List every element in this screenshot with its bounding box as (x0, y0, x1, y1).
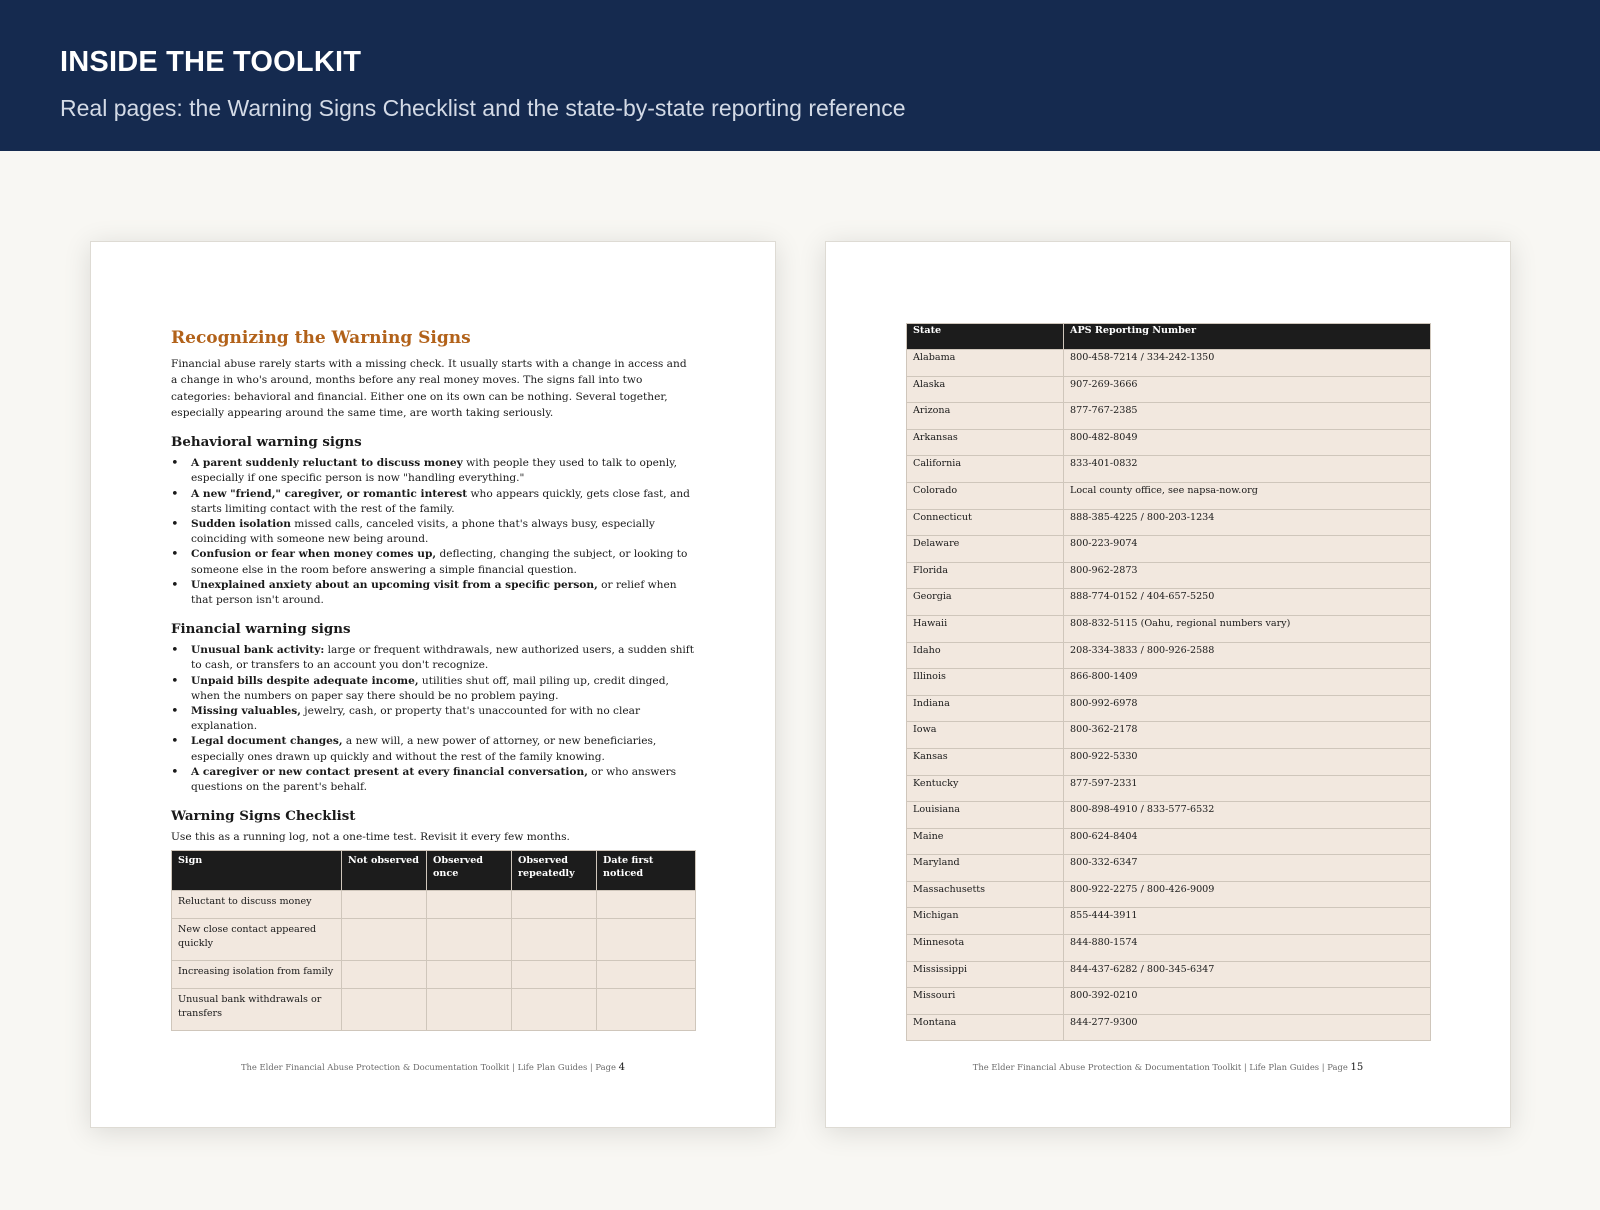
table-row (907, 802, 1431, 829)
column-header: Date first noticed (597, 851, 696, 891)
item-text: with people they used to talk to openly, especially if one specific person is now "handling everything." (191, 457, 678, 485)
aps-number-cell: 800-898-4910 / 833-577-6532 (1064, 802, 1431, 829)
blank-cell (512, 919, 597, 961)
table-row (907, 642, 1431, 669)
page-footer (91, 1062, 775, 1073)
item-bold: A new "friend," caregiver, or romantic interest (191, 487, 468, 500)
blank-cell (427, 989, 512, 1031)
banner-subtitle: Real pages: the Warning Signs Checklist and the state-by-state reporting reference (60, 95, 906, 121)
state-cell: Kentucky (907, 775, 1064, 802)
state-cell: Arkansas (907, 429, 1064, 456)
checklist-note: Use this as a running log, not a one-time test. Revisit it every few months. (171, 831, 570, 844)
state-cell: Maine (907, 828, 1064, 855)
state-cell: Indiana (907, 695, 1064, 722)
aps-number-cell: Local county office, see napsa-now.org (1064, 482, 1431, 509)
aps-number-cell: 800-922-2275 / 800-426-9009 (1064, 881, 1431, 908)
aps-number-cell: 800-962-2873 (1064, 562, 1431, 589)
list-item (171, 704, 696, 734)
item-text: a new will, a new power of attorney, or new beneficiaries, especially ones drawn up quickly and without the rest of the family knowing. (191, 735, 657, 763)
intro-paragraph: Financial abuse rarely starts with a missing check. It usually starts with a change in access and a change in who's around, months before any real money moves. The signs fall into two categories: behavioral and financial. Either one on its own can be nothing. Several together, especially appearing around the same time, are worth taking seriously. (171, 358, 687, 419)
column-header: Observed once (427, 851, 512, 891)
state-cell: Idaho (907, 642, 1064, 669)
table-row (172, 961, 696, 989)
page-content (171, 328, 696, 1031)
table-row (907, 509, 1431, 536)
blank-cell (342, 891, 427, 919)
aps-number-cell: 800-362-2178 (1064, 722, 1431, 749)
state-cell: Florida (907, 562, 1064, 589)
list-item (171, 765, 696, 795)
table-row (907, 562, 1431, 589)
state-cell: Missouri (907, 988, 1064, 1015)
state-cell: Alabama (907, 350, 1064, 377)
item-text: who appears quickly, gets close fast, and starts limiting contact with the rest of the family. (191, 487, 690, 515)
aps-number-cell: 888-774-0152 / 404-657-5250 (1064, 589, 1431, 616)
blank-cell (342, 961, 427, 989)
blank-cell (597, 919, 696, 961)
aps-number-cell: 866-800-1409 (1064, 669, 1431, 696)
footer-text: The Elder Financial Abuse Protection & Documentation Toolkit | Life Plan Guides | Page (972, 1062, 1351, 1072)
state-cell: Delaware (907, 536, 1064, 563)
state-cell: Hawaii (907, 615, 1064, 642)
sign-cell: Unusual bank withdrawals or transfers (172, 989, 342, 1031)
aps-table-body (907, 350, 1431, 1041)
table-row (907, 961, 1431, 988)
aps-number-cell: 208-334-3833 / 800-926-2588 (1064, 642, 1431, 669)
item-text: large or frequent withdrawals, new authorized users, a sudden shift to cash, or transfers to an account you don't recognize. (191, 644, 694, 672)
blank-cell (512, 989, 597, 1031)
blank-cell (427, 961, 512, 989)
table-row (907, 988, 1431, 1015)
item-bold: Missing valuables, (191, 705, 301, 718)
aps-reporting-table (906, 323, 1431, 1041)
blank-cell (597, 989, 696, 1031)
aps-number-cell: 800-482-8049 (1064, 429, 1431, 456)
aps-number-cell: 844-880-1574 (1064, 935, 1431, 962)
column-header-state: State (907, 324, 1064, 350)
table-row (172, 989, 696, 1031)
table-row (907, 536, 1431, 563)
table-header-row (172, 851, 696, 891)
table-row (907, 615, 1431, 642)
aps-number-cell: 907-269-3666 (1064, 376, 1431, 403)
column-header: Not observed (342, 851, 427, 891)
table-row (907, 429, 1431, 456)
aps-number-cell: 800-458-7214 / 334-242-1350 (1064, 350, 1431, 377)
item-bold: A parent suddenly reluctant to discuss money (191, 457, 463, 470)
behavioral-heading: Behavioral warning signs (171, 434, 362, 451)
item-text: utilities shut off, mail piling up, credit dinged, when the numbers on paper say there should be no problem paying. (191, 674, 669, 702)
financial-list (171, 643, 696, 795)
item-bold: Legal document changes, (191, 735, 343, 748)
table-row (907, 935, 1431, 962)
aps-number-cell: 800-922-5330 (1064, 748, 1431, 775)
column-header: Observed repeatedly (512, 851, 597, 891)
blank-cell (427, 891, 512, 919)
table-row (907, 589, 1431, 616)
aps-number-cell: 800-332-6347 (1064, 855, 1431, 882)
list-item (171, 456, 696, 486)
item-text: deflecting, changing the subject, or looking to someone else in the room before answering a simple financial question. (191, 548, 688, 576)
table-row (907, 456, 1431, 483)
state-cell: Massachusetts (907, 881, 1064, 908)
aps-number-cell: 800-624-8404 (1064, 828, 1431, 855)
document-page-aps-reference (825, 241, 1511, 1128)
table-row (907, 908, 1431, 935)
aps-number-cell: 800-392-0210 (1064, 988, 1431, 1015)
item-text: or relief when that person isn't around. (191, 578, 677, 607)
state-cell: Iowa (907, 722, 1064, 749)
document-page-warning-signs (90, 241, 776, 1128)
page-footer (826, 1062, 1510, 1073)
aps-number-cell: 888-385-4225 / 800-203-1234 (1064, 509, 1431, 536)
checklist-heading: Warning Signs Checklist (171, 808, 356, 825)
banner-title: INSIDE THE TOOLKIT (60, 46, 362, 78)
state-cell: Minnesota (907, 935, 1064, 962)
blank-cell (597, 891, 696, 919)
table-row (907, 748, 1431, 775)
aps-number-cell: 808-832-5115 (Oahu, regional numbers vary) (1064, 615, 1431, 642)
table-row (907, 881, 1431, 908)
aps-number-cell: 877-597-2331 (1064, 775, 1431, 802)
state-cell: Connecticut (907, 509, 1064, 536)
table-row (907, 775, 1431, 802)
list-item (171, 734, 696, 764)
state-cell: Louisiana (907, 802, 1064, 829)
table-row (907, 403, 1431, 430)
list-item (171, 487, 696, 517)
table-row (907, 669, 1431, 696)
aps-number-cell: 800-992-6978 (1064, 695, 1431, 722)
behavioral-list (171, 456, 696, 608)
item-bold: Unpaid bills despite adequate income, (191, 674, 419, 687)
aps-number-cell: 844-277-9300 (1064, 1014, 1431, 1041)
list-item (171, 578, 696, 608)
blank-cell (342, 919, 427, 961)
state-cell: Illinois (907, 669, 1064, 696)
aps-number-cell: 800-223-9074 (1064, 536, 1431, 563)
state-cell: Colorado (907, 482, 1064, 509)
item-bold: A caregiver or new contact present at every financial conversation, (191, 765, 588, 778)
financial-heading: Financial warning signs (171, 621, 351, 638)
item-text: or who answers questions on the parent's behalf. (191, 765, 677, 794)
warning-signs-checklist-table (171, 850, 696, 1031)
state-cell: California (907, 456, 1064, 483)
column-header-number: APS Reporting Number (1064, 324, 1431, 350)
aps-number-cell: 833-401-0832 (1064, 456, 1431, 483)
state-cell: Georgia (907, 589, 1064, 616)
table-row (907, 350, 1431, 377)
sign-cell: Reluctant to discuss money (172, 891, 342, 919)
item-bold: Unusual bank activity: (191, 644, 325, 657)
blank-cell (342, 989, 427, 1031)
header-banner (0, 0, 1600, 151)
table-row (172, 891, 696, 919)
state-cell: Michigan (907, 908, 1064, 935)
item-text: jewelry, cash, or property that's unaccounted for with no clear explanation. (191, 705, 641, 733)
table-row (907, 695, 1431, 722)
state-cell: Kansas (907, 748, 1064, 775)
aps-number-cell: 844-437-6282 / 800-345-6347 (1064, 961, 1431, 988)
table-header-row (907, 324, 1431, 350)
page-number: 15 (1350, 1062, 1364, 1073)
item-bold: Sudden isolation (191, 518, 291, 530)
section-title: Recognizing the Warning Signs (171, 328, 471, 348)
sign-cell: Increasing isolation from family (172, 961, 342, 989)
table-row (907, 828, 1431, 855)
list-item (171, 643, 696, 673)
item-bold: Unexplained anxiety about an upcoming visit from a specific person, (191, 578, 598, 591)
sign-cell: New close contact appeared quickly (172, 919, 342, 961)
list-item (171, 547, 696, 577)
table-row (172, 919, 696, 961)
item-text: missed calls, canceled visits, a phone that's always busy, especially coinciding with someone new being around. (191, 518, 655, 546)
page-number: 4 (618, 1062, 626, 1073)
footer-text: The Elder Financial Abuse Protection & Documentation Toolkit | Life Plan Guides | Page (240, 1062, 619, 1072)
state-cell: Maryland (907, 855, 1064, 882)
aps-number-cell: 855-444-3911 (1064, 908, 1431, 935)
item-bold: Confusion or fear when money comes up, (191, 548, 437, 561)
table-row (907, 482, 1431, 509)
table-row (907, 855, 1431, 882)
state-cell: Mississippi (907, 961, 1064, 988)
list-item (171, 674, 696, 704)
blank-cell (512, 891, 597, 919)
list-item (171, 517, 696, 547)
column-header: Sign (172, 851, 342, 891)
state-cell: Montana (907, 1014, 1064, 1041)
blank-cell (427, 919, 512, 961)
table-row (907, 1014, 1431, 1041)
aps-number-cell: 877-767-2385 (1064, 403, 1431, 430)
table-row (907, 722, 1431, 749)
blank-cell (597, 961, 696, 989)
table-row (907, 376, 1431, 403)
blank-cell (512, 961, 597, 989)
state-cell: Arizona (907, 403, 1064, 430)
state-cell: Alaska (907, 376, 1064, 403)
